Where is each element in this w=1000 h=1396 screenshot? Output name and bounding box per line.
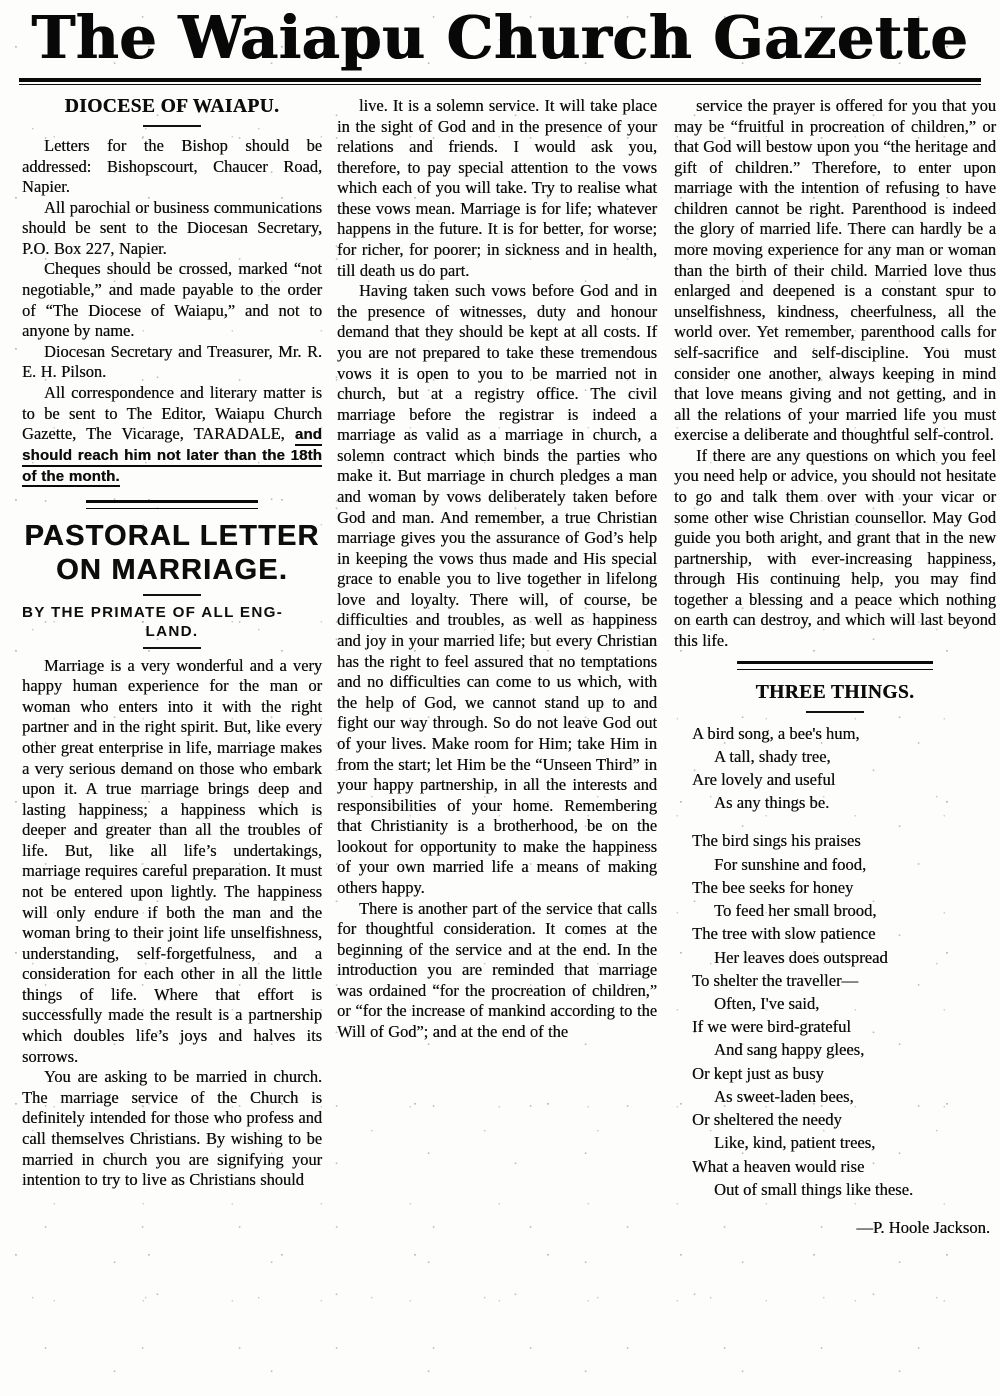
- poem-line: Or sheltered the needy: [692, 1110, 842, 1130]
- diocese-paragraph: Letters for the Bishop should be addressed: Bishopscourt, Chaucer Road, Napier.: [22, 136, 322, 197]
- column-3: [674, 96, 996, 1239]
- poem-line: The tree with slow patience: [692, 924, 876, 944]
- masthead: [0, 0, 1000, 85]
- poem-line: The bee seeks for honey: [692, 877, 854, 897]
- poem-stanza: [692, 722, 996, 815]
- poem-line: Are lovely and useful: [692, 770, 836, 790]
- pastoral-letter-title: [22, 520, 322, 588]
- deadline-emphasis: and should reach him not later than the 18th of the month.: [22, 426, 322, 487]
- poem-line: What a heaven would rise: [692, 1156, 865, 1176]
- poem-line: Out of small things like these.: [714, 1179, 914, 1199]
- diocese-section: [22, 96, 322, 509]
- editor-address-paragraph: [22, 383, 322, 487]
- poem-line: Like, kind, patient trees,: [714, 1133, 876, 1153]
- masthead-divider: [19, 78, 981, 85]
- pastoral-paragraph: live. It is a solemn service. It will take place in the sight of God and in the presence of your relations and friends. I would ask you, therefore, to pay special attention to the vows which each of you will take. Try to realise what these vows mean. Marriage is for life; whatever happens in the future. It is for better, for worse; for richer, for poorer; in sickness and in health, till death us do part.: [337, 96, 657, 280]
- poem-line: A bird song, a bee's hum,: [692, 723, 860, 743]
- pastoral-letter-section: [22, 520, 322, 1191]
- pastoral-paragraph: Marriage is a very wonderful and a very happy human experience for the man or woman who enters into it with the right partner and in the right spirit. But, like every other great enterprise in life, marriage makes a very serious demand on those who embark upon it. A true marriage brings deep and lasting happiness; a happiness which is deeper and greater than all the troubles of life. But, like all life’s undertakings, marriage requires careful preparation. It must not be entered upon lightly. The happiness will only endure if both the man and the woman bring to their joint life unselfishness, understanding, self-forgetfulness, and a consideration for each other in all the little things of life. Where that effort is successfully made the result is a partnership which doubles life’s joys and halves its sorrows.: [22, 655, 322, 1066]
- pastoral-title-line-1: PASTORAL LETTER: [24, 519, 320, 552]
- diocese-paragraph: Cheques should be crossed, marked “not negotiable,” and made payable to the order of “The Diocese of Waiapu,” and not to anyone by name.: [22, 259, 322, 341]
- poem-line: Her leaves does outspread: [714, 947, 888, 967]
- pastoral-paragraph: service the prayer is offered for you that you may be “fruitful in procreation of children,” or that God will bestow upon you “the heritage and gift of children.” Therefore, to enter upon marriage with the intention of refusing to have children cannot be right. Parenthood is indeed the glory of married life. There can hardly be a more moving experience for any man or woman than the birth of their child. Married love thus enlarged and deepened is a constant spur to unselfishness, kindness, cheerfulness, all the world over. Yet remember, parenthood calls for self-sacrifice and self-discipline. You must consider one another, always keeping in mind that love means giving and not getting, and in all the relations of your married life you must exercise a deliberate and thoughtful self-control.: [674, 96, 996, 445]
- byline-dash-rule: [143, 647, 201, 649]
- poem-author-byline: —P. Hoole Jackson.: [856, 1217, 990, 1237]
- column-1: [22, 96, 322, 1239]
- diocese-paragraph: All parochial or business communications should be sent to the Diocesan Secretary, P.O. Box 227, Napier.: [22, 197, 322, 258]
- pastoral-letter-byline: [22, 603, 322, 642]
- title-dash-rule: [143, 594, 201, 596]
- poem-section-divider: [737, 661, 933, 670]
- byline-line-1: BY THE PRIMATE OF ALL ENG-: [22, 603, 284, 621]
- poem-dash-rule: [806, 711, 864, 713]
- poem-stanza: [692, 829, 996, 1201]
- poem-line: The bird sings his praises: [692, 831, 861, 851]
- poem-line: And sang happy glees,: [714, 1040, 865, 1060]
- poem-line: If we were bird-grateful: [692, 1017, 851, 1037]
- byline-line-2: LAND.: [145, 623, 199, 641]
- poem-line: As sweet-laden bees,: [714, 1086, 854, 1106]
- pastoral-title-line-2: ON MARRIAGE.: [56, 553, 288, 586]
- article-columns: [0, 96, 1000, 1239]
- pastoral-paragraph: You are asking to be married in church. The marriage service of the Church is definitely intended for those who profess and call themselves Christians. By wishing to be married in church you are signifying your intention to try to live as Christians should: [22, 1067, 322, 1190]
- poem-body: [674, 722, 996, 1240]
- poem-line: To shelter the traveller—: [692, 970, 859, 990]
- poem-line: As any things be.: [714, 793, 830, 813]
- poem-line: Often, I've said,: [714, 994, 820, 1014]
- pastoral-paragraph: Having taken such vows before God and in the presence of witnesses, duty and honour demand that they should be kept at all costs. If you are not prepared to take these tremendous vows it is open to you to be married not in church, but at a registry office. The civil marriage before the registrar is indeed a marriage as valid as a marriage in church, a solemn contract which binds the parties who make it. But marriage in church pledges a man and woman by vows deliberately taken before God and man. And remember, a true Christian marriage gives you the assurance of God’s help in keeping the vows thus made and His special grace to enable you to live together in lifelong love and loyalty. There will, of course, be difficulties and troubles, as well as happiness and joy in your married life; but every Christian has the right to feel assured that no temptations and no difficulties can come to us which, with the help of God, we cannot stand up to and fight our way through. So do not leave God out of your lives. Make room for Him; take Him in from the start; let Him be the “Unseen Third” in your happy partnership, in all the interests and responsibilities of your home. Remembering that Christianity is a brotherhood, be on the lookout for opportunity to make the happiness of your own married life a means of making others happy.: [337, 281, 657, 897]
- pastoral-paragraph: There is another part of the service that calls for thoughtful consideration. It comes at the beginning of the service and at the end. In the introduction you are reminded that marriage was ordained “for the procreation of children,” or “for the increase of mankind according to the Will of God”; and at the end of the: [337, 898, 657, 1042]
- editor-address-text: All correspondence and literary matter is to be sent to The Editor, Waiapu Church Gazette, The Vicarage, TARADALE,: [22, 382, 322, 444]
- poem-section: [674, 682, 996, 1240]
- diocese-heading: DIOCESE OF WAIAPU.: [64, 96, 280, 117]
- poem-line: A tall, shady tree,: [714, 746, 831, 766]
- column-2: [337, 96, 657, 1239]
- section-divider: [86, 500, 258, 509]
- newspaper-title: The Waiapu Church Gazette: [31, 3, 969, 72]
- poem-heading: THREE THINGS.: [755, 681, 915, 703]
- poem-line: To feed her small brood,: [714, 901, 877, 921]
- pastoral-paragraph: If there are any questions on which you feel you need help or advice, you should not hesitate to go and talk them over with your vicar or some other wise Christian counsellor. May God guide you both aright, and grant that in the new partnership, with ever-increasing happiness, through His continuing help, you may find together a blessing and a peace which nothing on earth can destroy, and which will last beyond this life.: [674, 445, 996, 651]
- heading-dash-rule: [143, 125, 201, 127]
- diocese-paragraph: Diocesan Secretary and Treasurer, Mr. R. E. H. Pilson.: [22, 341, 322, 382]
- poem-line: For sunshine and food,: [714, 854, 867, 874]
- poem-line: Or kept just as busy: [692, 1063, 824, 1083]
